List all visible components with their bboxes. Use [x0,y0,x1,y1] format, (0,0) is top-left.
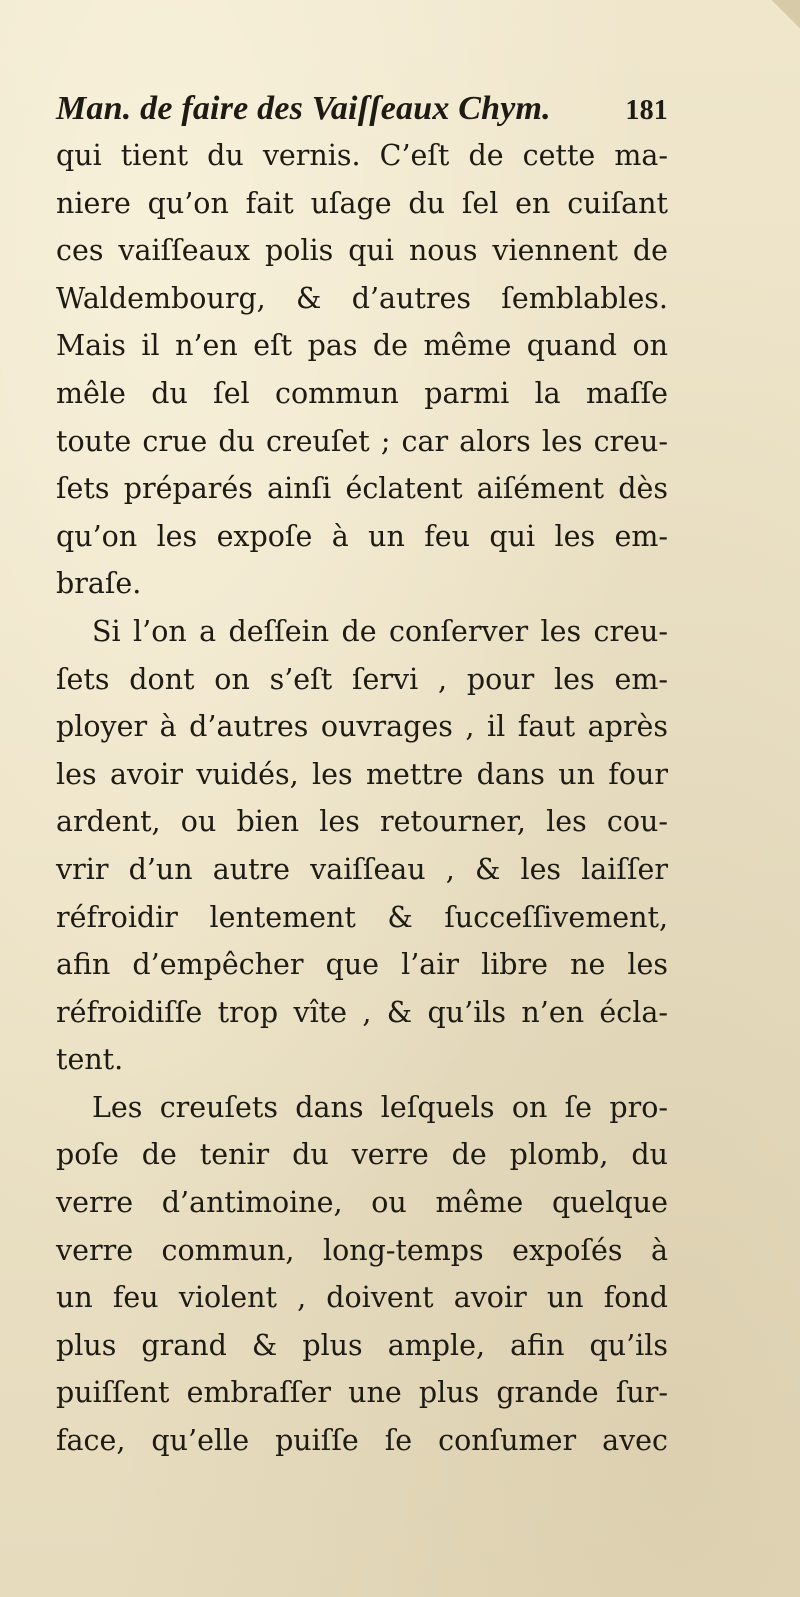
text-line: ces vaiſſeaux polis qui nous viennent de [56,234,668,268]
text-line: ardent, ou bien les retourner, les cou- [56,805,668,839]
body-text [56,132,668,1465]
page-corner [760,0,800,40]
text-line: les avoir vuidés, les mettre dans un four [56,757,668,791]
text-line: Si l’on a deſſein de conſerver les creu- [92,614,668,648]
text-line: ſets dont on s’eſt ſervi , pour les em- [56,662,668,696]
text-line: Mais il n’en eſt pas de même quand on [56,329,668,363]
text-line: poſe de tenir du verre de plomb, du [56,1138,668,1172]
page-number: 181 [625,95,668,126]
text-line: Waldembourg, & d’autres ſemblables. [56,281,668,315]
running-title: Man. de faire des Vaiſſeaux Chym. [56,90,551,127]
text-line: Les creuſets dans leſquels on ſe pro- [92,1090,668,1124]
text-line: réfroidir lentement & ſucceſſivement, [56,900,668,934]
running-header [56,86,668,132]
text-line: verre commun, long-temps expoſés à [56,1233,668,1267]
text-line: qui tient du vernis. C’eſt de cette ma- [56,139,668,172]
text-line: ſets préparés ainſi éclatent aiſément dès [56,472,668,506]
text-line: tent. [56,1043,124,1077]
text-line: toute crue du creuſet ; car alors les creu- [56,424,668,458]
text-line: mêle du ſel commun parmi la maſſe [56,376,668,410]
text-line: face, qu’elle puiſſe ſe conſumer avec [56,1424,668,1458]
text-line: verre d’antimoine, ou même quelque [56,1186,668,1220]
text-line: afin d’empêcher que l’air libre ne les [56,948,668,982]
text-line: puiſſent embraſſer une plus grande ſur- [56,1376,668,1410]
text-line: vrir d’un autre vaiſſeau , & les laiſſer [56,852,668,886]
text-line: braſe. [56,567,142,601]
text-line: qu’on les expoſe à un feu qui les em- [56,519,668,553]
text-block [56,86,668,1465]
text-line: plus grand & plus ample, afin qu’ils [56,1328,668,1362]
text-line: réfroidiſſe trop vîte , & qu’ils n’en écla- [56,995,668,1029]
text-line: niere qu’on fait uſage du ſel en cuiſant [56,186,668,220]
text-line: ployer à d’autres ouvrages , il faut après [56,710,668,744]
text-line: un feu violent , doivent avoir un fond [56,1281,668,1315]
